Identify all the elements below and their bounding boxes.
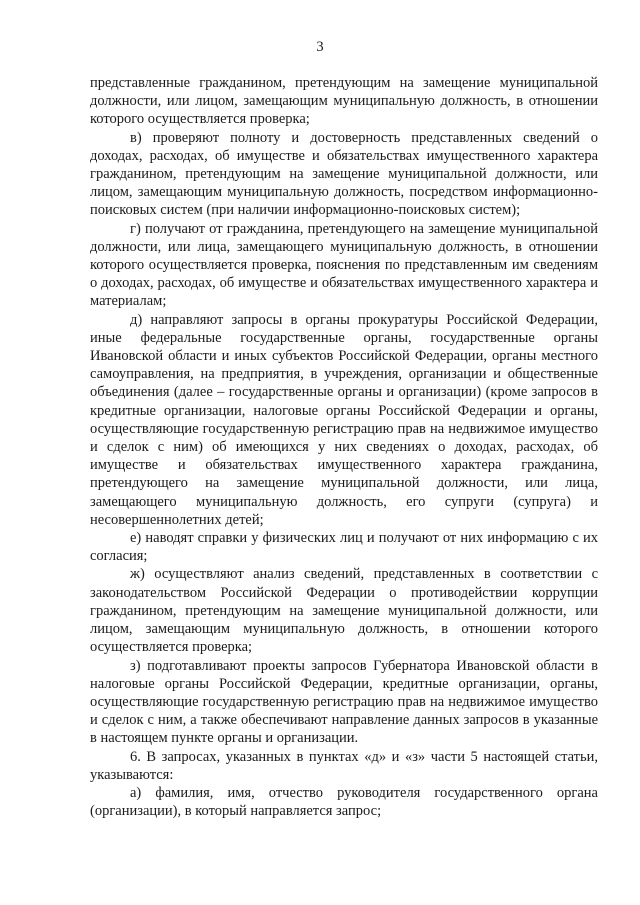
paragraph-item-g: г) получают от гражданина, претендующего на замещение муниципальной должности, или лица, замещающего муниципальную должность, в отношении которого осуществляется проверка, пояснения по представленным им сведениям о доходах, расходах, об имуществе и обязательствах имущественного характера и материалам; (90, 220, 598, 310)
paragraph-section-6: 6. В запросах, указанных в пунктах «д» и «з» части 5 настоящей статьи, указываются: (90, 748, 598, 783)
paragraph-item-zh: ж) осуществляют анализ сведений, представленных в соответствии с законодательством Российской Федерации о противодействии коррупции гражданином, претендующим на замещение муниципальной должности, или лицом, замещающим муниципальную должность, в отношении которого осуществляется проверка; (90, 566, 598, 656)
paragraph-item-a: а) фамилия, имя, отчество руководителя государственного органа (организации), в который направляется запрос; (90, 784, 598, 820)
paragraph-item-v: в) проверяют полноту и достоверность представленных сведений о доходах, расходах, об имуществе и обязательствах имущественного характера гражданином, претендующим на замещение муниципальной должности, или лицом, замещающим муниципальную должность, посредством информационно-поисковых систем (при наличии информационно-поисковых систем); (90, 129, 598, 219)
document-body (90, 74, 598, 820)
page-number: 3 (316, 39, 324, 55)
paragraph-item-d: д) направляют запросы в органы прокуратуры Российской Федерации, иные федеральные государственные органы, государственные органы Ивановской области и иных субъектов Российской Федерации, органы местного самоуправления, на предприятия, в учреждения, организации и общественные объединения (далее – государственные органы и организации) (кроме запросов в кредитные организации, налоговые органы Российской Федерации и органы, осуществляющие государственную регистрацию прав на недвижимое имущество и сделок с ним) об имеющихся у них сведениях о доходах, расходах, об имуществе и обязательствах имущественного характера гражданина, претендующего на замещение муниципальной должности, или лица, замещающего муниципальную должность, его супруги (супруга) и несовершеннолетних детей; (90, 311, 598, 528)
paragraph-continuation: представленные гражданином, претендующим на замещение муниципальной должности, или лицом, замещающим муниципальную должность, в отношении которого осуществляется проверка; (90, 75, 598, 128)
paragraph-item-e: е) наводят справки у физических лиц и получают от них информацию с их согласия; (90, 530, 598, 565)
paragraph-item-z: з) подготавливают проекты запросов Губернатора Ивановской области в налоговые органы Российской Федерации, кредитные организации, органы, осуществляющие государственную регистрацию прав на недвижимое имущество и сделок с ним, а также обеспечивают направление данных запросов в указанные в настоящем пункте органы и организации. (90, 657, 598, 747)
